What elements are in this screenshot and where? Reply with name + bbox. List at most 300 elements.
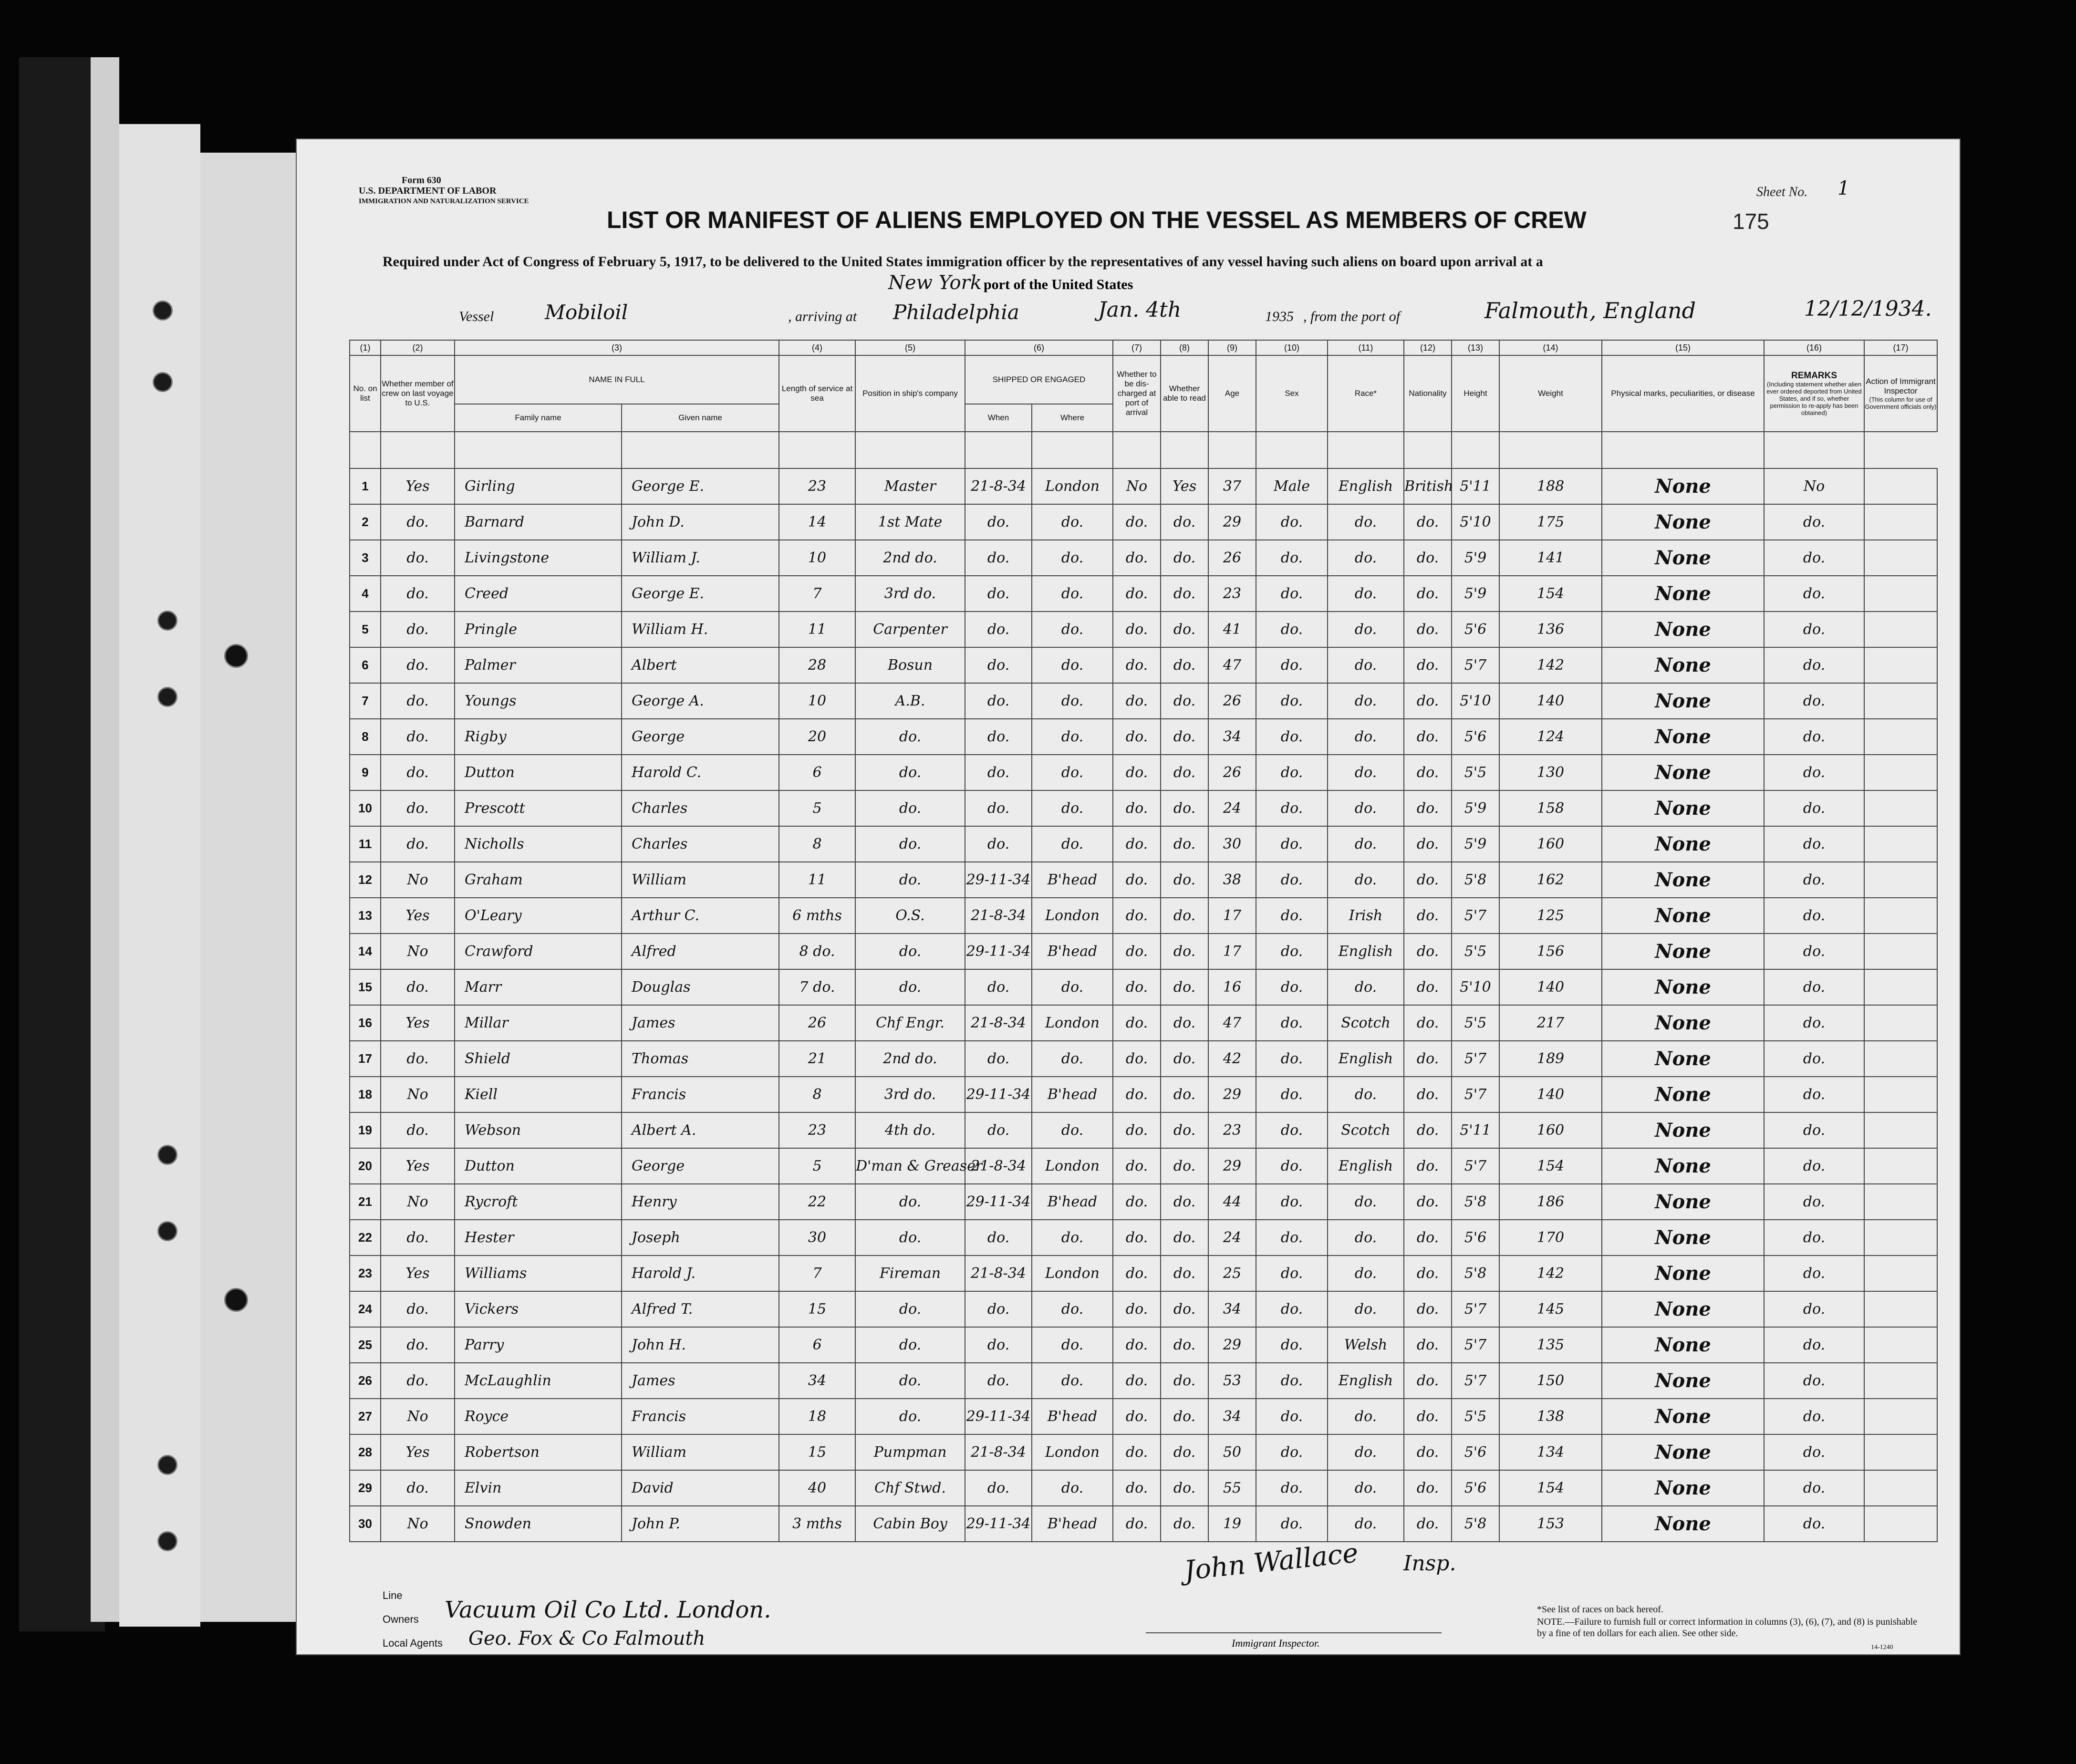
cell-able-to-read: do. xyxy=(1161,1470,1208,1506)
header-action xyxy=(1864,355,1937,432)
cell-nationality: do. xyxy=(1404,719,1452,755)
cell-able-to-read: do. xyxy=(1161,1184,1208,1220)
cell-able-to-read: do. xyxy=(1161,898,1208,934)
cell-position: do. xyxy=(855,826,965,862)
cell-physical-marks: None xyxy=(1602,1077,1764,1112)
cell-given-name: James xyxy=(622,1005,779,1041)
cell-row-number: 28 xyxy=(350,1434,381,1470)
cell-discharged: do. xyxy=(1113,504,1161,540)
cell-given-name: Douglas xyxy=(622,969,779,1005)
col-number: (15) xyxy=(1602,340,1764,355)
cell-remarks: do. xyxy=(1764,1112,1864,1148)
column-number-row xyxy=(350,340,1937,355)
cell-shipped-where: London xyxy=(1032,468,1113,504)
cell-member-last-voyage: No xyxy=(381,1399,455,1434)
cell-race: do. xyxy=(1328,1470,1404,1506)
cell-physical-marks: None xyxy=(1602,1220,1764,1256)
cell-able-to-read: do. xyxy=(1161,576,1208,612)
cell-family-name: Palmer xyxy=(455,647,622,683)
cell-height: 5'7 xyxy=(1452,1148,1499,1184)
header-height: Height xyxy=(1452,355,1499,432)
cell-position: do. xyxy=(855,934,965,969)
cell-family-name: Prescott xyxy=(455,790,622,826)
cell-weight: 153 xyxy=(1499,1506,1602,1542)
cell-member-last-voyage: do. xyxy=(381,683,455,719)
cell-shipped-where: do. xyxy=(1032,1470,1113,1506)
cell-race: do. xyxy=(1328,612,1404,647)
cell-shipped-when: do. xyxy=(965,683,1032,719)
cell-row-number: 30 xyxy=(350,1506,381,1542)
cell-weight: 124 xyxy=(1499,719,1602,755)
cell-age: 29 xyxy=(1208,1148,1256,1184)
cell-sex: do. xyxy=(1256,1470,1328,1506)
cell-given-name: Joseph xyxy=(622,1220,779,1256)
cell-physical-marks: None xyxy=(1602,1148,1764,1184)
cell-race: do. xyxy=(1328,790,1404,826)
col-number: (1) xyxy=(350,340,381,355)
cell-family-name: Webson xyxy=(455,1112,622,1148)
cell-race: do. xyxy=(1328,576,1404,612)
departure-port: Falmouth, England xyxy=(1484,298,1696,323)
cell-nationality: do. xyxy=(1404,1005,1452,1041)
cell-able-to-read: do. xyxy=(1161,826,1208,862)
cell-sex: do. xyxy=(1256,1399,1328,1434)
cell-nationality: do. xyxy=(1404,826,1452,862)
cell-inspector-action xyxy=(1864,1399,1937,1434)
cell-age: 38 xyxy=(1208,862,1256,898)
cell-position: do. xyxy=(855,1291,965,1327)
cell-member-last-voyage: do. xyxy=(381,1220,455,1256)
cell-shipped-where: B'head xyxy=(1032,862,1113,898)
cell-shipped-when: 21-8-34 xyxy=(965,468,1032,504)
punch-hole xyxy=(157,1531,177,1551)
cell-height: 5'6 xyxy=(1452,1434,1499,1470)
table-row xyxy=(350,1184,1937,1220)
cell-race: do. xyxy=(1328,719,1404,755)
cell-remarks: do. xyxy=(1764,898,1864,934)
cell-given-name: Alfred xyxy=(622,934,779,969)
header-nationality: Nationality xyxy=(1404,355,1452,432)
cell-shipped-where: do. xyxy=(1032,969,1113,1005)
cell-given-name: Alfred T. xyxy=(622,1291,779,1327)
sheet-number: 1 xyxy=(1837,177,1850,199)
cell-inspector-action xyxy=(1864,826,1937,862)
cell-able-to-read: do. xyxy=(1161,1506,1208,1542)
crew-table xyxy=(349,340,1938,1542)
cell-physical-marks: None xyxy=(1602,1327,1764,1363)
cell-remarks: do. xyxy=(1764,790,1864,826)
cell-weight: 154 xyxy=(1499,576,1602,612)
cell-able-to-read: do. xyxy=(1161,1041,1208,1077)
cell-weight: 138 xyxy=(1499,1399,1602,1434)
cell-inspector-action xyxy=(1864,898,1937,934)
cell-shipped-where: do. xyxy=(1032,1041,1113,1077)
cell-physical-marks: None xyxy=(1602,576,1764,612)
cell-height: 5'6 xyxy=(1452,612,1499,647)
cell-age: 37 xyxy=(1208,468,1256,504)
cell-member-last-voyage: No xyxy=(381,1184,455,1220)
cell-height: 5'7 xyxy=(1452,1363,1499,1399)
cell-row-number: 18 xyxy=(350,1077,381,1112)
cell-row-number: 9 xyxy=(350,755,381,790)
cell-discharged: do. xyxy=(1113,647,1161,683)
cell-shipped-where: London xyxy=(1032,1434,1113,1470)
paper-edge-strip xyxy=(119,124,200,1627)
cell-weight: 158 xyxy=(1499,790,1602,826)
cell-inspector-action xyxy=(1864,647,1937,683)
cell-height: 5'8 xyxy=(1452,1256,1499,1291)
cell-family-name: Pringle xyxy=(455,612,622,647)
cell-position: D'man & Greaser xyxy=(855,1148,965,1184)
cell-family-name: Youngs xyxy=(455,683,622,719)
cell-member-last-voyage: do. xyxy=(381,576,455,612)
cell-sex: do. xyxy=(1256,755,1328,790)
cell-weight: 140 xyxy=(1499,969,1602,1005)
year: 1935 xyxy=(1265,309,1294,324)
cell-race: English xyxy=(1328,1041,1404,1077)
cell-inspector-action xyxy=(1864,683,1937,719)
cell-able-to-read: do. xyxy=(1161,612,1208,647)
cell-physical-marks: None xyxy=(1602,934,1764,969)
cell-age: 55 xyxy=(1208,1470,1256,1506)
cell-nationality: do. xyxy=(1404,898,1452,934)
cell-inspector-action xyxy=(1864,755,1937,790)
cell-age: 29 xyxy=(1208,504,1256,540)
cell-length-of-service: 5 xyxy=(779,790,855,826)
cell-weight: 154 xyxy=(1499,1470,1602,1506)
cell-nationality: British xyxy=(1404,468,1452,504)
cell-nationality: do. xyxy=(1404,1148,1452,1184)
manifest-sheet xyxy=(296,138,1961,1655)
cell-discharged: do. xyxy=(1113,1327,1161,1363)
header-remarks xyxy=(1764,355,1864,432)
header-when: When xyxy=(965,404,1032,432)
cell-sex: do. xyxy=(1256,826,1328,862)
cell-sex: do. xyxy=(1256,1434,1328,1470)
cell-nationality: do. xyxy=(1404,1077,1452,1112)
cell-discharged: do. xyxy=(1113,862,1161,898)
cell-remarks: do. xyxy=(1764,934,1864,969)
cell-discharged: do. xyxy=(1113,1399,1161,1434)
cell-physical-marks: None xyxy=(1602,790,1764,826)
paper-edge-strip xyxy=(200,153,296,1622)
table-row xyxy=(350,934,1937,969)
cell-inspector-action xyxy=(1864,969,1937,1005)
cell-shipped-when: do. xyxy=(965,790,1032,826)
cell-inspector-action xyxy=(1864,576,1937,612)
cell-shipped-when: 21-8-34 xyxy=(965,1148,1032,1184)
cell-shipped-when: do. xyxy=(965,1470,1032,1506)
cell-age: 26 xyxy=(1208,755,1256,790)
cell-member-last-voyage: Yes xyxy=(381,1148,455,1184)
cell-shipped-where: do. xyxy=(1032,1327,1113,1363)
cell-position: 1st Mate xyxy=(855,504,965,540)
cell-weight: 136 xyxy=(1499,612,1602,647)
cell-able-to-read: do. xyxy=(1161,862,1208,898)
cell-remarks: do. xyxy=(1764,1327,1864,1363)
cell-member-last-voyage: do. xyxy=(381,790,455,826)
cell-member-last-voyage: Yes xyxy=(381,1434,455,1470)
cell-height: 5'7 xyxy=(1452,647,1499,683)
cell-remarks: do. xyxy=(1764,1077,1864,1112)
cell-sex: do. xyxy=(1256,504,1328,540)
cell-physical-marks: None xyxy=(1602,1184,1764,1220)
cell-physical-marks: None xyxy=(1602,1291,1764,1327)
cell-length-of-service: 10 xyxy=(779,540,855,576)
cell-member-last-voyage: No xyxy=(381,1506,455,1542)
cell-physical-marks: None xyxy=(1602,612,1764,647)
cell-shipped-where: do. xyxy=(1032,1112,1113,1148)
cell-height: 5'5 xyxy=(1452,934,1499,969)
cell-row-number: 20 xyxy=(350,1148,381,1184)
cell-physical-marks: None xyxy=(1602,1470,1764,1506)
cell-age: 26 xyxy=(1208,540,1256,576)
cell-position: do. xyxy=(855,790,965,826)
inspector-signature: John Wallace xyxy=(1183,1537,1360,1587)
cell-length-of-service: 18 xyxy=(779,1399,855,1434)
cell-position: Fireman xyxy=(855,1256,965,1291)
cell-row-number: 29 xyxy=(350,1470,381,1506)
cell-position: Master xyxy=(855,468,965,504)
cell-able-to-read: do. xyxy=(1161,790,1208,826)
cell-given-name: John H. xyxy=(622,1327,779,1363)
cell-remarks: do. xyxy=(1764,1148,1864,1184)
cell-family-name: Marr xyxy=(455,969,622,1005)
cell-row-number: 14 xyxy=(350,934,381,969)
cell-nationality: do. xyxy=(1404,540,1452,576)
cell-length-of-service: 5 xyxy=(779,1148,855,1184)
cell-discharged: do. xyxy=(1113,1434,1161,1470)
cell-row-number: 21 xyxy=(350,1184,381,1220)
cell-family-name: Millar xyxy=(455,1005,622,1041)
cell-height: 5'11 xyxy=(1452,468,1499,504)
cell-inspector-action xyxy=(1864,1256,1937,1291)
agents-value: Geo. Fox & Co Falmouth xyxy=(468,1628,706,1650)
cell-row-number: 17 xyxy=(350,1041,381,1077)
table-row xyxy=(350,1148,1937,1184)
cell-position: do. xyxy=(855,1399,965,1434)
cell-race: Scotch xyxy=(1328,1005,1404,1041)
cell-inspector-action xyxy=(1864,1470,1937,1506)
cell-length-of-service: 8 do. xyxy=(779,934,855,969)
punch-hole xyxy=(153,301,173,321)
cell-inspector-action xyxy=(1864,1148,1937,1184)
cell-family-name: Royce xyxy=(455,1399,622,1434)
cell-discharged: do. xyxy=(1113,1220,1161,1256)
cell-inspector-action xyxy=(1864,1506,1937,1542)
cell-physical-marks: None xyxy=(1602,755,1764,790)
cell-nationality: do. xyxy=(1404,790,1452,826)
cell-position: do. xyxy=(855,969,965,1005)
cell-nationality: do. xyxy=(1404,1506,1452,1542)
cell-length-of-service: 7 xyxy=(779,1256,855,1291)
table-row xyxy=(350,1041,1937,1077)
cell-family-name: Graham xyxy=(455,862,622,898)
cell-age: 53 xyxy=(1208,1363,1256,1399)
cell-position: Chf Engr. xyxy=(855,1005,965,1041)
inspector-label: Immigrant Inspector. xyxy=(1232,1637,1320,1649)
cell-race: do. xyxy=(1328,1291,1404,1327)
col-number: (16) xyxy=(1764,340,1864,355)
signature-line xyxy=(1146,1632,1442,1633)
cell-race: do. xyxy=(1328,1434,1404,1470)
cell-shipped-where: do. xyxy=(1032,755,1113,790)
cell-shipped-when: do. xyxy=(965,1327,1032,1363)
cell-length-of-service: 6 mths xyxy=(779,898,855,934)
col-number: (13) xyxy=(1452,340,1499,355)
cell-given-name: Harold C. xyxy=(622,755,779,790)
cell-able-to-read: do. xyxy=(1161,1112,1208,1148)
table-row xyxy=(350,683,1937,719)
cell-length-of-service: 34 xyxy=(779,1363,855,1399)
cell-physical-marks: None xyxy=(1602,1363,1764,1399)
col-number: (10) xyxy=(1256,340,1328,355)
cell-row-number: 25 xyxy=(350,1327,381,1363)
cell-age: 30 xyxy=(1208,826,1256,862)
table-row xyxy=(350,1291,1937,1327)
cell-nationality: do. xyxy=(1404,1470,1452,1506)
cell-physical-marks: None xyxy=(1602,1041,1764,1077)
cell-physical-marks: None xyxy=(1602,647,1764,683)
header-physical-marks: Physical marks, peculiarities, or disease xyxy=(1602,355,1764,432)
header-length-of-service: Length of service at sea xyxy=(779,355,855,432)
cell-nationality: do. xyxy=(1404,1256,1452,1291)
footnote-penalty: NOTE.—Failure to furnish full or correct information in columns (3), (6), (7), and (8) is punishable by a fine of ten dollars for each alien. See other side. xyxy=(1537,1617,1918,1639)
header-name-in-full: NAME IN FULL xyxy=(455,355,779,404)
cell-age: 23 xyxy=(1208,1112,1256,1148)
department-name: U.S. DEPARTMENT OF LABOR xyxy=(359,186,497,196)
header-race: Race* xyxy=(1328,355,1404,432)
cell-shipped-when: do. xyxy=(965,612,1032,647)
cell-nationality: do. xyxy=(1404,1434,1452,1470)
header-member-last-voyage: Whether member of crew on last voyage to U.S. xyxy=(381,355,455,432)
cell-able-to-read: do. xyxy=(1161,540,1208,576)
table-row xyxy=(350,576,1937,612)
cell-sex: do. xyxy=(1256,1148,1328,1184)
cell-nationality: do. xyxy=(1404,683,1452,719)
cell-row-number: 2 xyxy=(350,504,381,540)
cell-row-number: 23 xyxy=(350,1256,381,1291)
cell-shipped-where: B'head xyxy=(1032,1399,1113,1434)
cell-age: 50 xyxy=(1208,1434,1256,1470)
cell-race: Scotch xyxy=(1328,1112,1404,1148)
table-row xyxy=(350,719,1937,755)
col-number: (11) xyxy=(1328,340,1404,355)
col-number: (4) xyxy=(779,340,855,355)
col-number: (5) xyxy=(855,340,965,355)
table-row xyxy=(350,1112,1937,1148)
column-header-row xyxy=(350,355,1937,404)
cell-length-of-service: 6 xyxy=(779,1327,855,1363)
departure-date: 12/12/1934. xyxy=(1804,297,1932,321)
punch-hole xyxy=(157,1455,177,1475)
cell-given-name: George xyxy=(622,719,779,755)
cell-given-name: Albert A. xyxy=(622,1112,779,1148)
cell-remarks: do. xyxy=(1764,1470,1864,1506)
cell-nationality: do. xyxy=(1404,647,1452,683)
cell-discharged: do. xyxy=(1113,1256,1161,1291)
cell-height: 5'6 xyxy=(1452,1220,1499,1256)
cell-race: English xyxy=(1328,1148,1404,1184)
cell-remarks: do. xyxy=(1764,755,1864,790)
cell-able-to-read: do. xyxy=(1161,1220,1208,1256)
arrival-port: Philadelphia xyxy=(893,301,1019,324)
cell-inspector-action xyxy=(1864,1434,1937,1470)
cell-row-number: 16 xyxy=(350,1005,381,1041)
cell-inspector-action xyxy=(1864,468,1937,504)
cell-row-number: 1 xyxy=(350,468,381,504)
cell-shipped-where: do. xyxy=(1032,612,1113,647)
cell-inspector-action xyxy=(1864,540,1937,576)
cell-shipped-where: London xyxy=(1032,1256,1113,1291)
cell-discharged: do. xyxy=(1113,1291,1161,1327)
col-number: (17) xyxy=(1864,340,1937,355)
cell-shipped-where: do. xyxy=(1032,719,1113,755)
cell-family-name: Kiell xyxy=(455,1077,622,1112)
cell-nationality: do. xyxy=(1404,934,1452,969)
cell-row-number: 4 xyxy=(350,576,381,612)
cell-physical-marks: None xyxy=(1602,540,1764,576)
cell-position: O.S. xyxy=(855,898,965,934)
cell-able-to-read: do. xyxy=(1161,934,1208,969)
cell-able-to-read: do. xyxy=(1161,1005,1208,1041)
cell-family-name: Livingstone xyxy=(455,540,622,576)
cell-shipped-when: 21-8-34 xyxy=(965,898,1032,934)
cell-shipped-where: do. xyxy=(1032,683,1113,719)
cell-shipped-when: do. xyxy=(965,1041,1032,1077)
cell-remarks: do. xyxy=(1764,1005,1864,1041)
cell-shipped-when: do. xyxy=(965,1112,1032,1148)
cell-shipped-when: do. xyxy=(965,1291,1032,1327)
cell-physical-marks: None xyxy=(1602,504,1764,540)
cell-nationality: do. xyxy=(1404,504,1452,540)
cell-length-of-service: 23 xyxy=(779,1112,855,1148)
cell-family-name: Girling xyxy=(455,468,622,504)
table-row xyxy=(350,755,1937,790)
cell-sex: do. xyxy=(1256,1291,1328,1327)
col-number: (9) xyxy=(1208,340,1256,355)
cell-age: 34 xyxy=(1208,1399,1256,1434)
cell-sex: do. xyxy=(1256,1005,1328,1041)
table-row xyxy=(350,1506,1937,1542)
cell-discharged: do. xyxy=(1113,1470,1161,1506)
cell-shipped-when: do. xyxy=(965,1363,1032,1399)
cell-sex: Male xyxy=(1256,468,1328,504)
cell-nationality: do. xyxy=(1404,1399,1452,1434)
cell-able-to-read: do. xyxy=(1161,1363,1208,1399)
cell-weight: 142 xyxy=(1499,647,1602,683)
vessel-label: Vessel xyxy=(459,309,494,324)
cell-position: Chf Stwd. xyxy=(855,1470,965,1506)
cell-shipped-where: do. xyxy=(1032,826,1113,862)
cell-height: 5'7 xyxy=(1452,1327,1499,1363)
cell-nationality: do. xyxy=(1404,969,1452,1005)
table-row xyxy=(350,1399,1937,1434)
cell-shipped-where: London xyxy=(1032,1148,1113,1184)
cell-weight: 188 xyxy=(1499,468,1602,504)
cell-able-to-read: do. xyxy=(1161,1399,1208,1434)
cell-height: 5'8 xyxy=(1452,1184,1499,1220)
form-subtitle: Required under Act of Congress of February 5, 1917, to be delivered to the United States immigration officer by the representatives of any vessel having such aliens on board upon arrival at a xyxy=(383,254,1543,270)
cell-family-name: Hester xyxy=(455,1220,622,1256)
cell-age: 41 xyxy=(1208,612,1256,647)
cell-weight: 150 xyxy=(1499,1363,1602,1399)
table-row xyxy=(350,504,1937,540)
cell-race: do. xyxy=(1328,1220,1404,1256)
cell-family-name: Creed xyxy=(455,576,622,612)
cell-nationality: do. xyxy=(1404,1041,1452,1077)
cell-member-last-voyage: do. xyxy=(381,826,455,862)
